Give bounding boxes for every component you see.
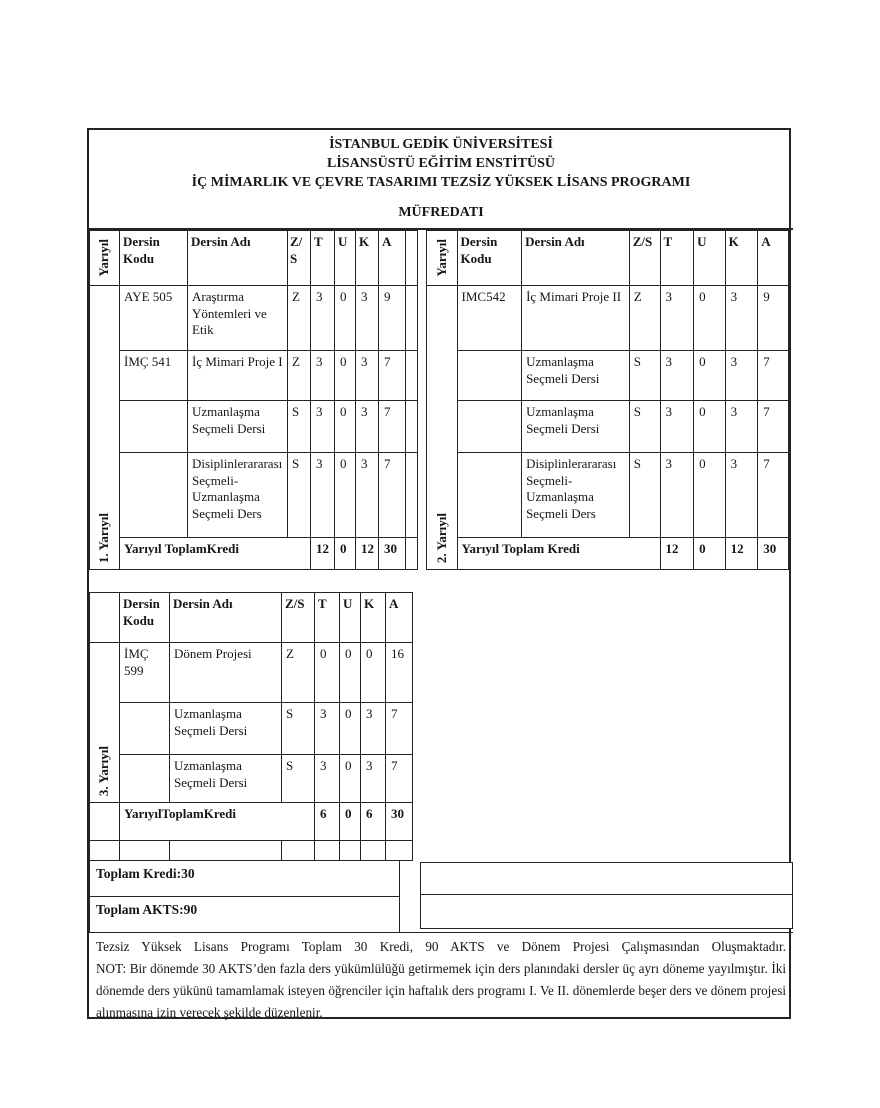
semester1-col-code: Dersin Kodu [120, 231, 188, 286]
course-code: IMC542 [457, 286, 522, 351]
course-name: Uzmanlaşma Seçmeli Dersi [522, 401, 630, 453]
course-t: 3 [660, 453, 694, 538]
course-name: Disiplinlerararası Seçmeli-Uzmanlaşma Seçmeli Ders [188, 453, 288, 538]
course-k: 3 [725, 453, 758, 538]
course-code [457, 351, 522, 401]
footer-note-body: NOT: Bir dönemde 30 AKTS’den fazla ders yükümlülüğü getirmemek için ders planındaki dersler üç ayrı döneme yayılmıştır. İki dönemde ders yükünü tamamlamak isteyen öğrenciler için haftalık ders programı I. Ve II. dönemlerde beşer ders ve dönem projesi alınmasına izin verecek şekilde düzenlenir. [96, 961, 786, 1020]
course-a: 7 [379, 351, 406, 401]
course-a: 7 [379, 401, 406, 453]
semester1-col-u: U [335, 231, 356, 286]
total-akts-box: Toplam AKTS:90 [89, 896, 400, 933]
semester2-col-code: Dersin Kodu [457, 231, 522, 286]
semester1-col-t: T [311, 231, 335, 286]
semester1-header-row [90, 231, 418, 286]
semester2-col-a: A [758, 231, 789, 286]
course-t: 3 [315, 703, 340, 755]
semester3-col-name: Dersin Adı [170, 593, 282, 643]
course-a: 7 [758, 453, 789, 538]
footer-note-line1: Tezsiz Yüksek Lisans Programı Toplam 30 Kredi, 90 AKTS ve Dönem Projesi Çalışmasından Oluşmaktadır. [96, 939, 786, 954]
semester2-col-u: U [694, 231, 725, 286]
semester3-col-zs: Z/S [282, 593, 315, 643]
total-akts-empty-box [420, 894, 793, 929]
semester3-col-k: K [361, 593, 386, 643]
course-row [90, 453, 418, 538]
program-name: İÇ MİMARLIK VE ÇEVRE TASARIMI TEZSİZ YÜKSEK LİSANS PROGRAMI [191, 175, 691, 190]
course-t: 3 [660, 286, 694, 351]
total-u: 0 [335, 538, 356, 570]
course-code [120, 703, 170, 755]
course-row [427, 453, 789, 538]
title-block [89, 130, 793, 230]
course-zs: Z [288, 286, 311, 351]
course-k: 3 [725, 286, 758, 351]
course-name: Dönem Projesi [170, 643, 282, 703]
course-row [90, 703, 413, 755]
semester1-side-label-cell [90, 286, 120, 570]
total-a: 30 [386, 803, 413, 841]
course-zs: S [288, 453, 311, 538]
course-name: Disiplinlerararası Seçmeli-Uzmanlaşma Seçmeli Ders [522, 453, 630, 538]
semester1-col-spare [406, 231, 418, 286]
semester1-side-label: 1. Yarıyıl [96, 512, 112, 563]
semester2-side-label-cell [427, 286, 458, 570]
semester3-col-semester [90, 593, 120, 643]
course-zs: Z [288, 351, 311, 401]
course-zs: Z [282, 643, 315, 703]
total-k: 12 [356, 538, 379, 570]
spare-cell [406, 538, 418, 570]
course-t: 3 [315, 755, 340, 803]
course-u: 0 [340, 703, 361, 755]
semester1-col-a: A [379, 231, 406, 286]
total-credits-empty-box [420, 862, 793, 897]
course-u: 0 [340, 755, 361, 803]
total-t: 12 [311, 538, 335, 570]
course-t: 0 [315, 643, 340, 703]
course-row [90, 401, 418, 453]
semester3-table [89, 592, 413, 861]
course-k: 3 [356, 286, 379, 351]
course-t: 3 [311, 286, 335, 351]
course-code [120, 755, 170, 803]
course-name: İç Mimari Proje I [188, 351, 288, 401]
semester3-header-row [90, 593, 413, 643]
total-credits-box: Toplam Kredi:30 [89, 860, 400, 897]
semester-total-row [427, 538, 789, 570]
semester2-header-row [427, 231, 789, 286]
course-code [120, 453, 188, 538]
course-a: 9 [758, 286, 789, 351]
course-a: 7 [379, 453, 406, 538]
total-t: 12 [660, 538, 694, 570]
course-k: 3 [725, 401, 758, 453]
course-t: 3 [311, 401, 335, 453]
course-u: 0 [694, 453, 725, 538]
semester1-col-zs: Z/S [288, 231, 311, 286]
empty-row [90, 841, 413, 861]
course-u: 0 [694, 286, 725, 351]
course-a: 7 [758, 401, 789, 453]
semester1-col-name: Dersin Adı [188, 231, 288, 286]
total-a: 30 [379, 538, 406, 570]
course-code: İMÇ 541 [120, 351, 188, 401]
course-code: AYE 505 [120, 286, 188, 351]
course-u: 0 [335, 286, 356, 351]
total-k: 6 [361, 803, 386, 841]
course-code [457, 453, 522, 538]
course-u: 0 [694, 351, 725, 401]
spare-cell [406, 401, 418, 453]
course-code: İMÇ 599 [120, 643, 170, 703]
course-name: Uzmanlaşma Seçmeli Dersi [522, 351, 630, 401]
course-t: 3 [311, 453, 335, 538]
course-zs: S [629, 453, 660, 538]
course-u: 0 [335, 401, 356, 453]
course-k: 3 [356, 453, 379, 538]
course-k: 3 [725, 351, 758, 401]
total-label: Yarıyıl ToplamKredi [120, 538, 311, 570]
course-zs: S [282, 703, 315, 755]
footer-note-box [89, 932, 793, 1021]
course-k: 0 [361, 643, 386, 703]
course-a: 7 [386, 755, 413, 803]
course-name: İç Mimari Proje II [522, 286, 630, 351]
course-zs: Z [629, 286, 660, 351]
semester2-col-name: Dersin Adı [522, 231, 630, 286]
side-cell-empty [90, 803, 120, 841]
document-page [87, 128, 791, 1019]
semester2-col-t: T [660, 231, 694, 286]
course-row [90, 755, 413, 803]
course-t: 3 [311, 351, 335, 401]
semester1-col-k: K [356, 231, 379, 286]
course-a: 9 [379, 286, 406, 351]
university-name: İSTANBUL GEDİK ÜNİVERSİTESİ [329, 137, 553, 152]
semester-total-row [90, 538, 418, 570]
total-u: 0 [340, 803, 361, 841]
semester3-col-t: T [315, 593, 340, 643]
course-a: 7 [758, 351, 789, 401]
course-t: 3 [660, 401, 694, 453]
total-u: 0 [694, 538, 725, 570]
total-t: 6 [315, 803, 340, 841]
semester2-table [426, 230, 789, 570]
course-a: 16 [386, 643, 413, 703]
course-row [90, 351, 418, 401]
course-row [90, 643, 413, 703]
course-k: 3 [356, 401, 379, 453]
total-k: 12 [725, 538, 758, 570]
semester3-col-a: A [386, 593, 413, 643]
course-row [427, 351, 789, 401]
course-k: 3 [361, 703, 386, 755]
semester3-col-code: Dersin Kodu [120, 593, 170, 643]
semester-total-row [90, 803, 413, 841]
course-row [427, 401, 789, 453]
course-zs: S [282, 755, 315, 803]
curriculum-title: MÜFREDATI [398, 205, 484, 220]
semester2-side-label: 2. Yarıyıl [433, 512, 449, 563]
course-t: 3 [660, 351, 694, 401]
semester2-col-semester: Yarıyıl [427, 231, 458, 286]
spare-cell [406, 453, 418, 538]
semester1-table [89, 230, 418, 570]
spare-cell [406, 351, 418, 401]
course-name: Araştırma Yöntemleri ve Etik [188, 286, 288, 351]
course-name: Uzmanlaşma Seçmeli Dersi [170, 703, 282, 755]
semester1-col-semester: Yarıyıl [90, 231, 120, 286]
course-zs: S [288, 401, 311, 453]
course-zs: S [629, 351, 660, 401]
course-name: Uzmanlaşma Seçmeli Dersi [188, 401, 288, 453]
course-code [120, 401, 188, 453]
course-u: 0 [694, 401, 725, 453]
semester3-col-u: U [340, 593, 361, 643]
course-u: 0 [335, 453, 356, 538]
course-row [90, 286, 418, 351]
semester3-side-label: 3. Yarıyıl [96, 745, 112, 796]
semester2-col-k: K [725, 231, 758, 286]
spare-cell [406, 286, 418, 351]
institute-name: LİSANSÜSTÜ EĞİTİM ENSTİTÜSÜ [327, 156, 555, 171]
course-name: Uzmanlaşma Seçmeli Dersi [170, 755, 282, 803]
course-u: 0 [340, 643, 361, 703]
course-k: 3 [361, 755, 386, 803]
semester3-side-label-cell [90, 643, 120, 803]
course-zs: S [629, 401, 660, 453]
course-a: 7 [386, 703, 413, 755]
course-k: 3 [356, 351, 379, 401]
semester2-col-zs: Z/S [629, 231, 660, 286]
total-label: YarıyılToplamKredi [120, 803, 315, 841]
course-row [427, 286, 789, 351]
course-u: 0 [335, 351, 356, 401]
course-code [457, 401, 522, 453]
total-a: 30 [758, 538, 789, 570]
total-label: Yarıyıl Toplam Kredi [457, 538, 660, 570]
